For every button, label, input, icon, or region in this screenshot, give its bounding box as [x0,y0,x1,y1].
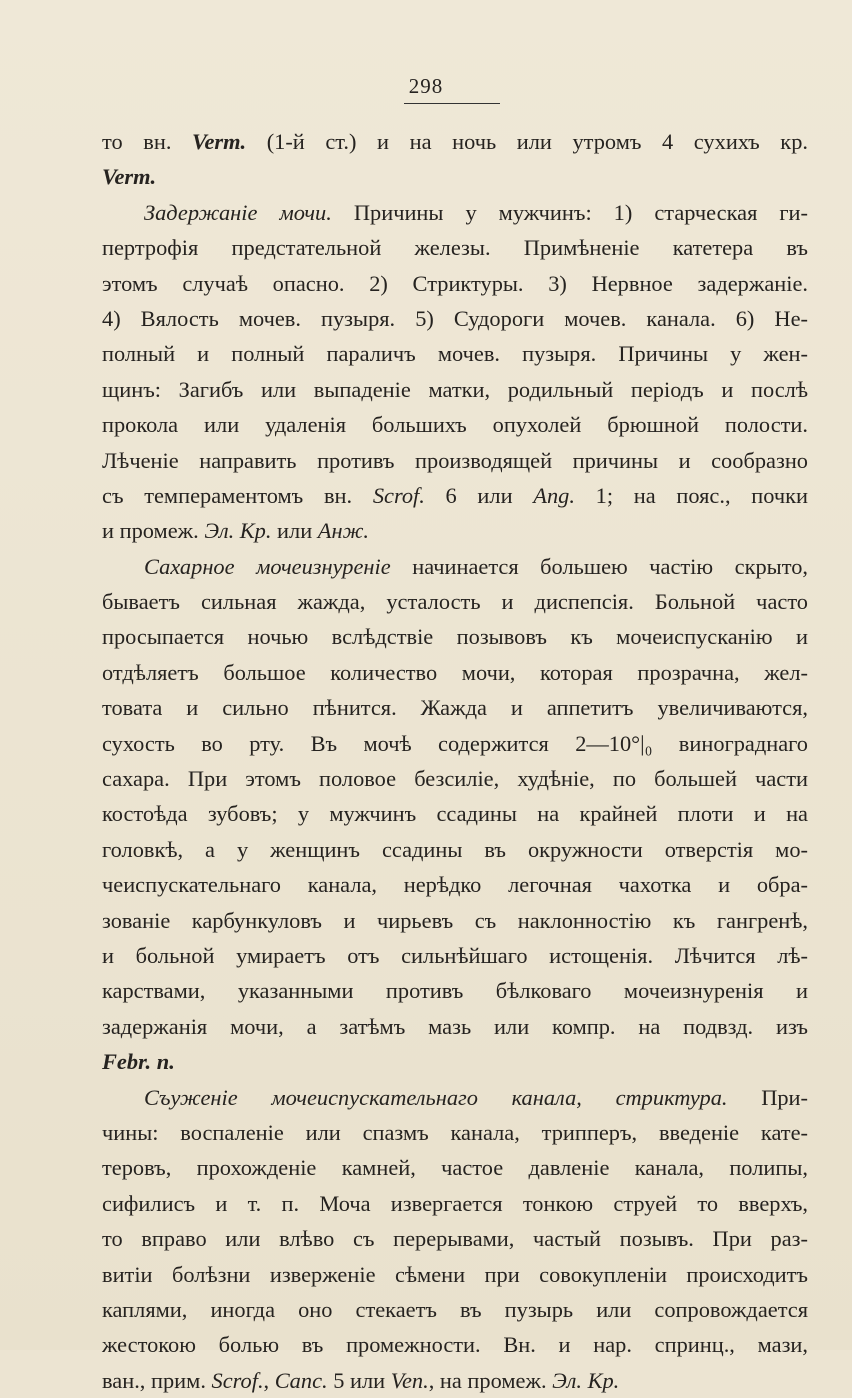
text-segment: При- [727,1084,808,1110]
emphasized-text: Ven. [390,1367,429,1393]
text-segment: пертрофія предстательной железы. Примѣненіе катетера въ [102,235,808,261]
text-line [102,549,808,584]
text-segment: каплями, иногда оно стекаетъ въ пузырь или сопровождается [102,1296,808,1322]
text-segment: , [263,1367,275,1393]
text-line [102,124,808,159]
text-segment: 5 или [327,1367,391,1393]
text-segment: прокола или удаленія большихъ опухолей брюшной полости. [102,412,808,438]
text-segment: отдѣляетъ большое количество мочи, которая прозрачна, жел- [102,659,808,685]
emphasized-text: Эл. Кр. [204,518,272,544]
text-line [102,513,808,548]
text-line [102,584,808,619]
text-segment: карствами, указанными противъ бѣлковаго мочеизнуренія и [102,978,808,1004]
text-segment: чеиспускательнаго канала, нерѣдко легочная чахотка и обра- [102,872,808,898]
text-segment: начинается большею частію скрыто, [390,553,808,579]
text-line [102,1186,808,1221]
text-segment: , на промеж. [428,1367,553,1393]
text-line [102,301,808,336]
body-text [102,124,808,1398]
emphasized-text: Verm. [102,164,157,190]
text-line [102,443,808,478]
text-segment: то вправо или влѣво съ перерывами, частый позывъ. При раз- [102,1226,808,1252]
text-segment: витіи болѣзни изверженіе сѣмени при совокупленіи происходитъ [102,1261,808,1287]
text-segment: просыпается ночью вслѣдствіе позывовъ къ мочеиспусканію и [102,624,808,650]
text-segment: щинъ: Загибъ или выпаденіе матки, родильный періодъ и послѣ [102,376,808,402]
text-line [102,1115,808,1150]
emphasized-text: Febr. n. [102,1049,175,1075]
text-segment: Причины у мужчинъ: 1) старческая ги- [331,199,808,225]
text-line [102,903,808,938]
text-segment: бываетъ сильная жажда, усталость и диспепсія. Больной часто [102,589,808,615]
text-line [102,1292,808,1327]
text-line [102,266,808,301]
text-segment: и промеж. [102,518,205,544]
text-line [102,938,808,973]
text-line [102,832,808,867]
text-segment: задержанія мочи, а затѣмъ мазь или компр. на подвзд. изъ [102,1013,808,1039]
emphasized-text: Ang. [533,482,575,508]
text-segment: теровъ, прохожденіе камней, частое давленіе канала, полипы, [102,1155,808,1181]
text-line [102,1080,808,1115]
text-segment: костоѣда зубовъ; у мужчинъ ссадины на крайней плоти и на [102,801,808,827]
emphasized-text: Canc. [274,1367,328,1393]
text-line [102,796,808,831]
text-segment: то вн. [102,129,192,154]
text-line [102,973,808,1008]
text-segment: сухость во рту. Въ мочѣ содержится 2—10°|₀ винограднаго [102,730,808,756]
emphasized-text: Scrof. [372,482,425,508]
text-segment: 6 или [424,482,534,508]
text-segment: 4) Вялость мочев. пузыря. 5) Судороги мочев. канала. 6) Не- [102,305,808,331]
text-line [102,1221,808,1256]
emphasized-text: Verm. [192,129,247,154]
text-line [102,655,808,690]
text-line [102,159,808,194]
text-segment: сифилисъ и т. п. Моча извергается тонкою струей то вверхъ, [102,1190,808,1216]
text-segment: ван., прим. [102,1367,212,1393]
text-line [102,1009,808,1044]
text-line [102,726,808,761]
text-segment: жестокою болью въ промежности. Вн. и нар. спринц., мази, [102,1332,808,1358]
text-line [102,1327,808,1362]
text-line [102,1044,808,1079]
text-line [102,336,808,371]
text-segment: сахара. При этомъ половое безсиліе, худѣніе, по большей части [102,766,808,792]
text-line [102,478,808,513]
page-number-rule [404,103,500,104]
text-segment: или [271,518,318,544]
text-line [102,230,808,265]
text-segment: головкѣ, а у женщинъ ссадины въ окружности отверстія мо- [102,836,808,862]
text-line [102,867,808,902]
text-line [102,1150,808,1185]
text-segment: товата и сильно пѣнится. Жажда и аппетитъ увеличиваются, [102,695,808,721]
text-segment: полный и полный параличъ мочев. пузыря. Причины у жен- [102,341,808,367]
emphasized-text: Scrof. [211,1367,264,1393]
text-segment: 1; на пояс., почки [574,482,808,508]
emphasized-text: Задержаніе мочи. [144,199,332,225]
text-line [102,195,808,230]
text-line [102,372,808,407]
emphasized-text: Съуженіе мочеиспускательнаго канала, стриктура. [144,1084,728,1110]
text-line [102,761,808,796]
text-line [102,407,808,442]
text-segment: зованіе карбункуловъ и чирьевъ съ наклонностію къ гангренѣ, [102,907,808,933]
emphasized-text: Эл. Кр. [552,1367,620,1393]
text-segment: и больной умираетъ отъ сильнѣйшаго истощенія. Лѣчится лѣ- [102,942,808,968]
text-line [102,1257,808,1292]
emphasized-text: Сахарное мочеизнуреніе [144,553,391,579]
text-segment: Лѣченіе направить противъ производящей причины и сообразно [102,447,808,473]
text-line [102,619,808,654]
page-number: 298 [408,74,444,98]
text-line [102,690,808,725]
text-segment: чины: воспаленіе или спазмъ канала, трипперъ, введеніе кате- [102,1119,808,1145]
text-segment: этомъ случаѣ опасно. 2) Стриктуры. 3) Нервное задержаніе. [102,270,808,296]
text-segment: съ темпераментомъ вн. [102,482,373,508]
text-segment: (1-й ст.) и на ночь или утромъ 4 сухихъ кр. [246,129,808,154]
emphasized-text: Анж. [317,518,370,544]
text-line [102,1363,808,1398]
